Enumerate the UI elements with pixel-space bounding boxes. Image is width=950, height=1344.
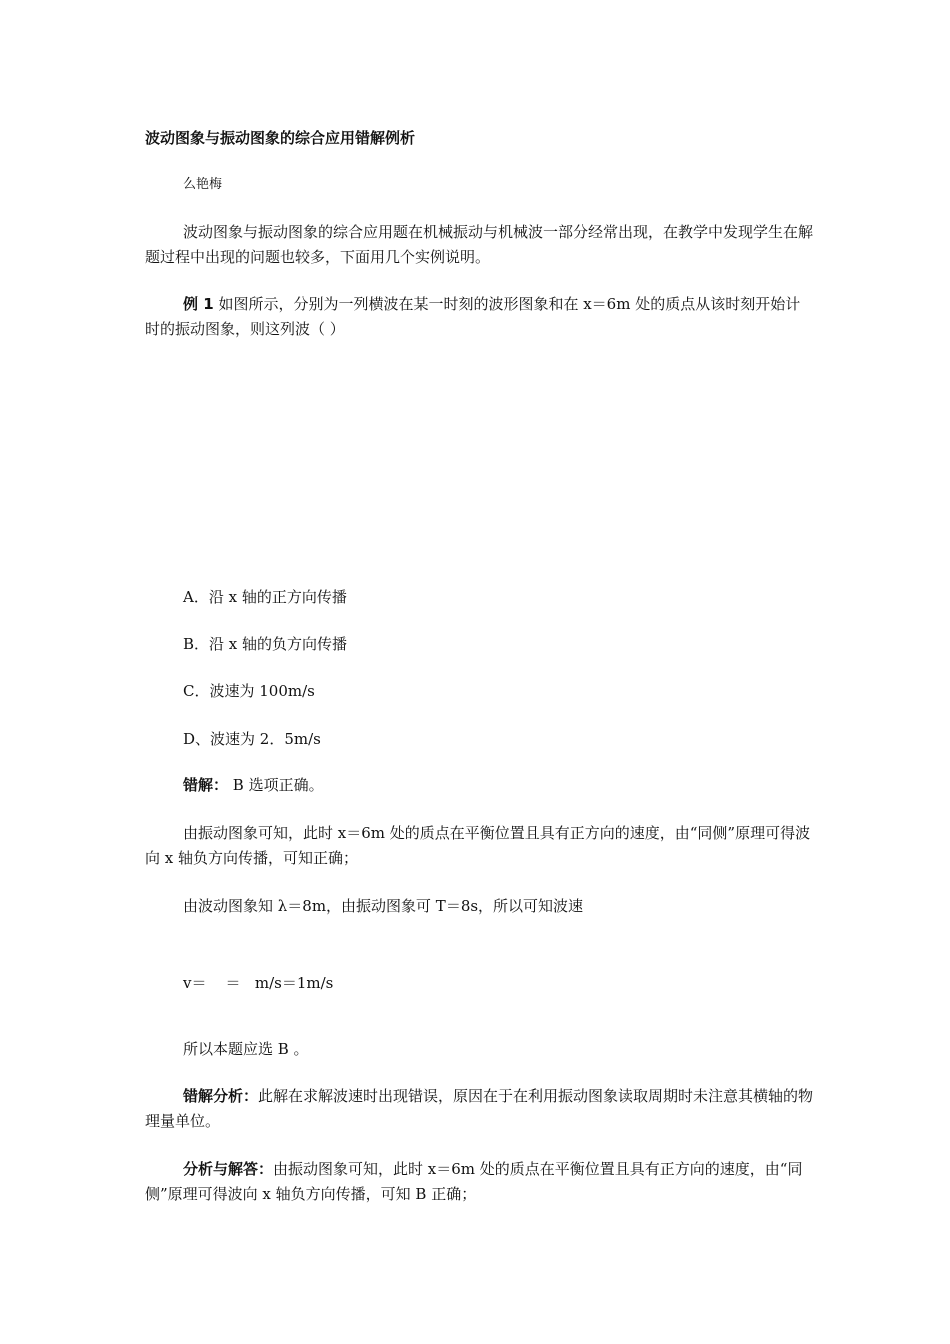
option-a: A．沿 x 轴的正方向传播 [183,588,347,606]
option-c: C．波速为 100m/s [183,682,315,700]
vibration-paragraph: 由振动图象可知，此时 x＝6m 处的质点在平衡位置且具有正方向的速度，由“同侧”原理可得波向 x 轴负方向传播，可知正确； [145,824,811,867]
answer-paragraph [145,1157,815,1207]
wave-paragraph: 由波动图象知 λ＝8m，由振动图象可 T＝8s，所以可知波速 [183,897,584,915]
author-name: 么艳梅 [183,177,223,192]
error-analysis-text: 此解在求解波速时出现错误，原因在于在利用振动图象读取周期时未注意其横轴的物理量单位。 [145,1087,814,1130]
answer-label: 分析与解答： [183,1160,274,1178]
intro-paragraph: 波动图象与振动图象的综合应用题在机械振动与机械波一部分经常出现，在教学中发现学生在解题过程中出现的问题也较多，下面用几个实例说明。 [145,223,814,266]
velocity-formula: v＝ ＝ m/s＝1m/s [183,974,334,992]
example-1-paragraph [145,292,815,342]
selection-paragraph: 所以本题应选 B 。 [183,1040,309,1058]
error-analysis-paragraph [145,1084,815,1134]
wrong-solution-text: B 选项正确。 [228,776,324,794]
error-analysis-label: 错解分析： [183,1087,259,1105]
wrong-solution [183,774,324,796]
figure-placeholder [145,350,805,570]
example-1-label: 例 1 [183,295,214,313]
option-b: B．沿 x 轴的负方向传播 [183,635,348,653]
example-1-text: 如图所示，分别为一列横波在某一时刻的波形图象和在 x＝6m 处的质点从该时刻开始计时的振动图象，则这列波（ ） [145,295,801,338]
answer-text: 由振动图象可知，此时 x＝6m 处的质点在平衡位置且具有正方向的速度，由“同侧”原理可得波向 x 轴负方向传播，可知 B 正确； [145,1160,803,1203]
option-d: D、波速为 2．5m/s [183,730,321,748]
wrong-solution-label: 错解： [183,776,229,794]
document-title: 波动图象与振动图象的综合应用错解例析 [145,129,416,147]
